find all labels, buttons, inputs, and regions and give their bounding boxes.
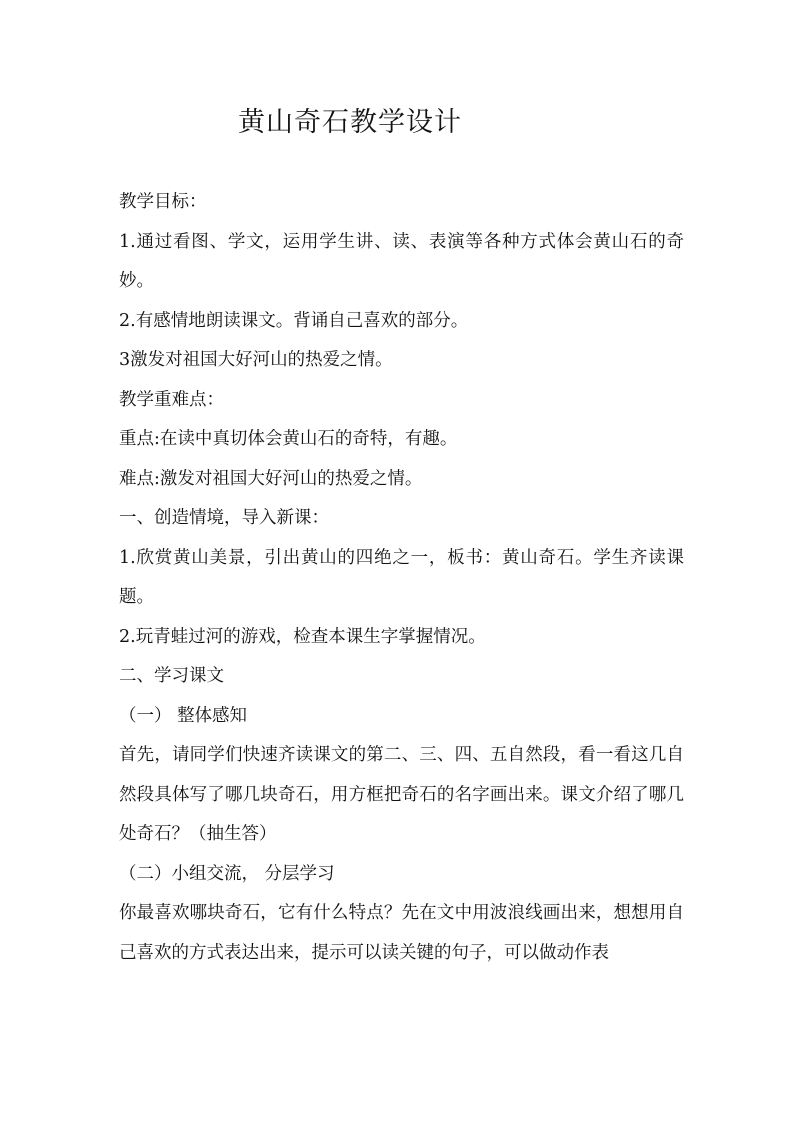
introduction-step-2: 2.玩青蛙过河的游戏，检查本课生字掌握情况。: [119, 626, 486, 647]
document-body: [119, 183, 684, 973]
key-point-difficulty: 难点:激发对祖国大好河山的热爱之情。: [119, 468, 423, 489]
key-point-focus: 重点:在读中真切体会黄山石的奇特，有趣。: [119, 429, 458, 449]
subsection-heading-group-study: （二）小组交流， 分层学习: [119, 863, 335, 884]
group-study-paragraph: 你最喜欢哪块奇石，它有什么特点？先在文中用波浪线画出来，想想用自己喜欢的方式表达出来，提示可以读关键的句子，可以做动作表: [119, 903, 684, 963]
section-heading-introduction: 一、创造情境，导入新课：: [119, 508, 329, 528]
objective-item-1: 1.通过看图、学文，运用学生讲、读、表演等各种方式体会黄山石的奇妙。: [119, 231, 684, 291]
overview-paragraph: 首先，请同学们快速齐读课文的第二、三、四、五自然段，看一看这几自然段具体写了哪几块奇石，用方框把奇石的名字画出来。课文介绍了哪几处奇石？（抽生答）: [119, 745, 684, 844]
section-heading-objectives: 教学目标：: [119, 192, 207, 212]
objective-item-3: 3激发对祖国大好河山的热爱之情。: [119, 350, 393, 370]
section-heading-key-points: 教学重难点：: [119, 389, 224, 410]
document-title: 黄山奇石教学设计: [238, 107, 462, 138]
subsection-heading-overview: （一） 整体感知: [119, 705, 248, 726]
objective-item-2: 2.有感情地朗读课文。背诵自己喜欢的部分。: [119, 310, 469, 331]
section-heading-study-text: 二、学习课文: [119, 666, 224, 686]
introduction-step-1: 1.欣赏黄山美景，引出黄山的四绝之一，板书：黄山奇石。学生齐读课题。: [119, 547, 684, 607]
